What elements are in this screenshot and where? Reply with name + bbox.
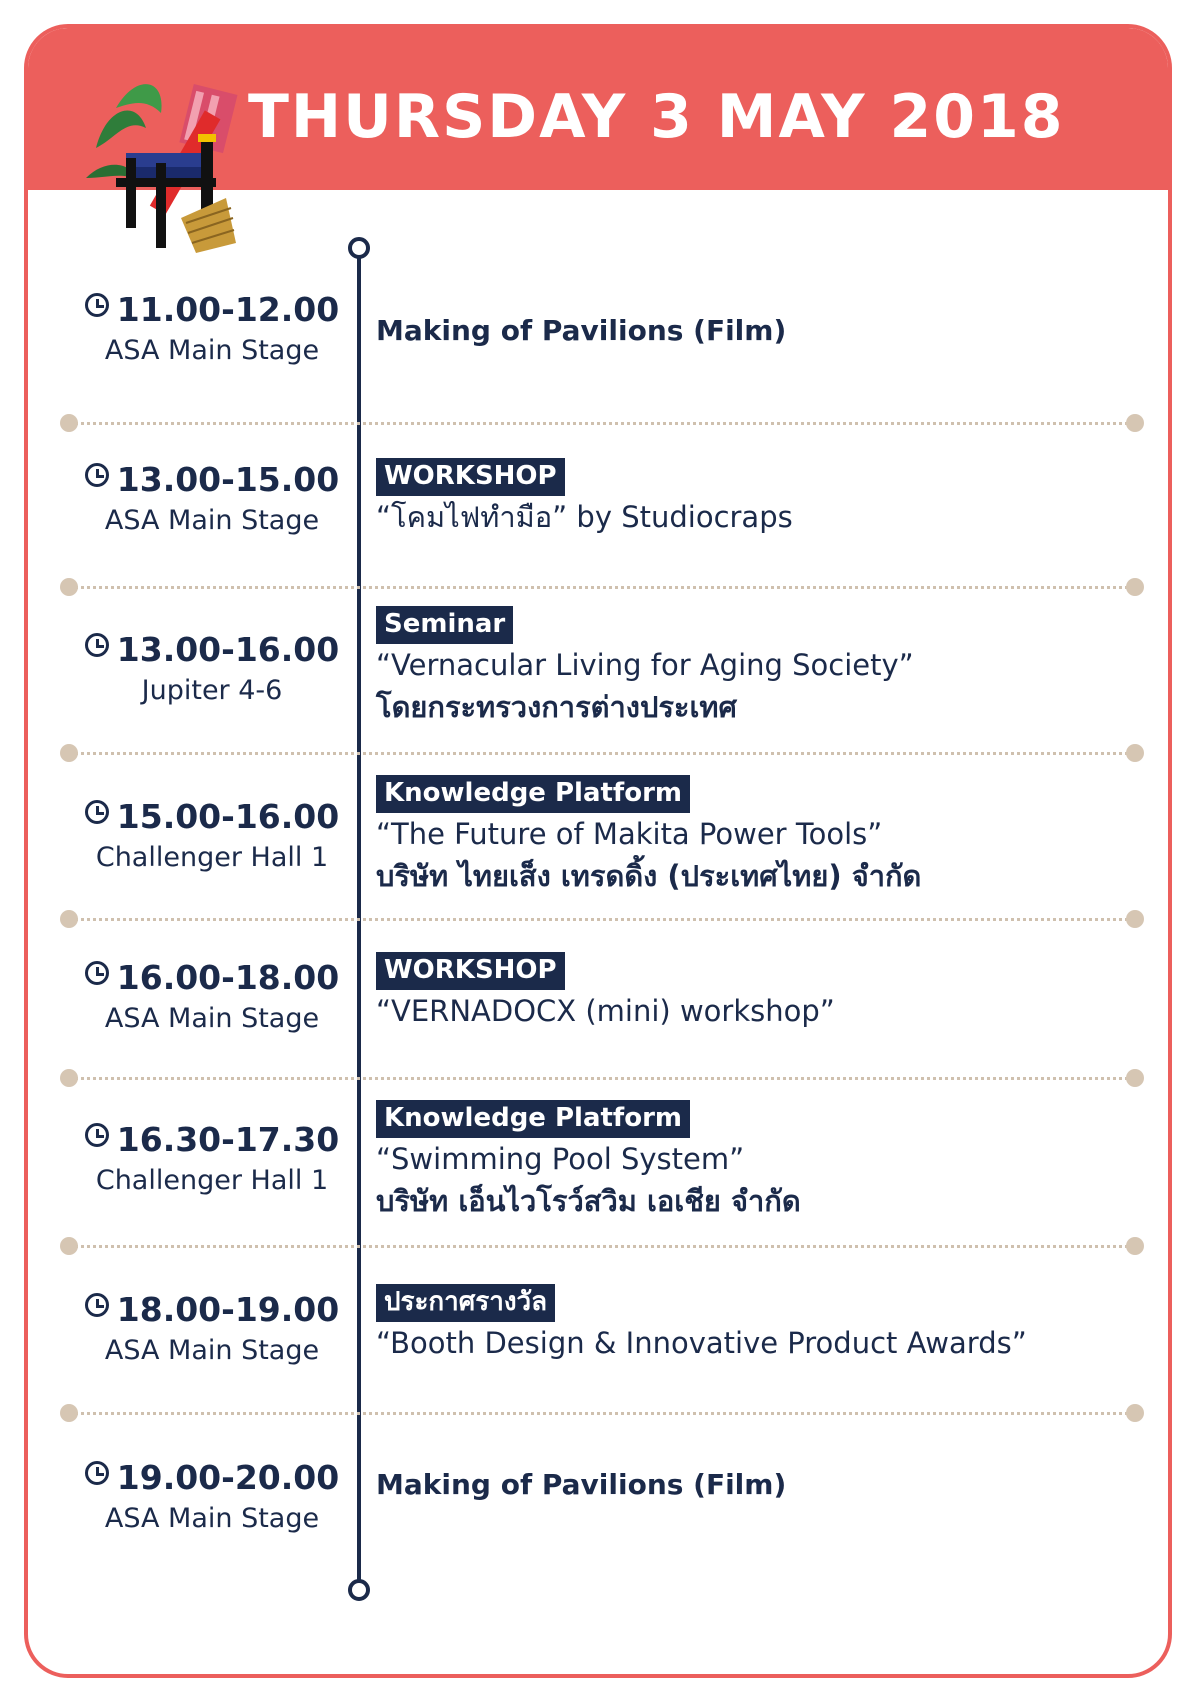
divider — [62, 1412, 1142, 1415]
event-block — [376, 606, 1136, 728]
divider — [62, 752, 1142, 755]
divider — [62, 1077, 1142, 1080]
clock-icon — [85, 633, 109, 657]
event-tag: Knowledge Platform — [376, 1100, 690, 1138]
venue: Jupiter 4-6 — [141, 675, 283, 706]
timeline-end-marker — [348, 1579, 370, 1601]
time-block — [82, 460, 342, 536]
clock-icon — [85, 1123, 109, 1147]
time-range: 15.00-16.00 — [116, 797, 340, 836]
venue: Challenger Hall 1 — [95, 1165, 329, 1196]
venue: Challenger Hall 1 — [95, 842, 329, 873]
clock-icon — [85, 800, 109, 824]
time-block — [82, 797, 342, 873]
event-organizer: โดยกระทรวงการต่างประเทศ — [376, 690, 737, 724]
page-title: THURSDAY 3 MAY 2018 — [248, 82, 1065, 152]
time-block — [82, 1120, 342, 1196]
clock-icon — [85, 293, 109, 317]
event-title: “Booth Design & Innovative Product Awards” — [376, 1326, 1027, 1360]
time-block — [82, 290, 342, 366]
time-range: 18.00-19.00 — [116, 1290, 340, 1329]
clock-icon — [85, 961, 109, 985]
timeline-start-marker — [348, 237, 370, 259]
venue: ASA Main Stage — [104, 1003, 320, 1034]
event-tag: Seminar — [376, 606, 513, 644]
event-title: “Vernacular Living for Aging Society” — [376, 648, 914, 682]
event-title: Making of Pavilions (Film) — [376, 314, 787, 347]
divider — [62, 1245, 1142, 1248]
chair-plant-illustration — [86, 68, 246, 258]
event-title: Making of Pavilions (Film) — [376, 1468, 787, 1501]
event-tag: WORKSHOP — [376, 458, 565, 496]
venue: ASA Main Stage — [104, 335, 320, 366]
clock-icon — [85, 1461, 109, 1485]
divider — [62, 918, 1142, 921]
time-range: 19.00-20.00 — [116, 1458, 340, 1497]
time-range: 13.00-15.00 — [116, 460, 340, 499]
time-block — [82, 1290, 342, 1366]
event-block — [376, 1284, 1136, 1364]
event-tag: WORKSHOP — [376, 952, 565, 990]
event-block — [376, 458, 1136, 538]
time-block — [82, 630, 342, 706]
divider — [62, 586, 1142, 589]
event-block — [376, 775, 1136, 897]
event-block — [376, 1100, 1136, 1222]
clock-icon — [85, 1293, 109, 1317]
venue: ASA Main Stage — [104, 1335, 320, 1366]
event-organizer: บริษัท ไทยเส็ง เทรดดิ้ง (ประเทศไทย) จำกัด — [376, 859, 922, 893]
time-block — [82, 958, 342, 1034]
time-range: 13.00-16.00 — [116, 630, 340, 669]
time-range: 16.00-18.00 — [116, 958, 340, 997]
event-title: “โคมไฟทำมือ” by Studiocraps — [376, 500, 793, 534]
event-block — [376, 314, 1136, 347]
clock-icon — [85, 463, 109, 487]
event-organizer: บริษัท เอ็นไวโรว์สวิม เอเชีย จำกัด — [376, 1184, 801, 1218]
time-range: 11.00-12.00 — [116, 290, 340, 329]
event-title: “The Future of Makita Power Tools” — [376, 817, 883, 851]
event-title: “Swimming Pool System” — [376, 1142, 745, 1176]
event-tag: Knowledge Platform — [376, 775, 690, 813]
time-block — [82, 1458, 342, 1534]
event-title: “VERNADOCX (mini) workshop” — [376, 994, 835, 1028]
event-block — [376, 952, 1136, 1032]
event-tag: ประกาศรางวัล — [376, 1284, 555, 1322]
divider — [62, 422, 1142, 425]
venue: ASA Main Stage — [104, 505, 320, 536]
event-block — [376, 1468, 1136, 1501]
venue: ASA Main Stage — [104, 1503, 320, 1534]
time-range: 16.30-17.30 — [116, 1120, 340, 1159]
